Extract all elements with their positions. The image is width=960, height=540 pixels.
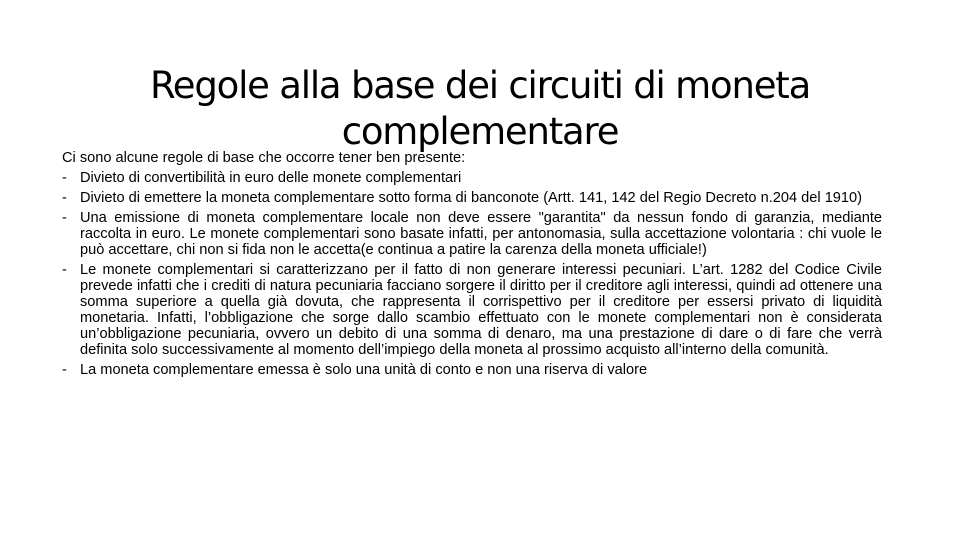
bullet-item-unit-of-account [62, 363, 882, 379]
slide-title-line-2: complementare [341, 109, 619, 153]
bullet-marker: - [62, 170, 67, 186]
bullet-marker: - [62, 210, 67, 227]
bullet-item-interest [62, 263, 882, 358]
intro-text: Ci sono alcune regole di base che occorre tener ben presente: [62, 150, 466, 166]
bullet-text: Divieto di emettere la moneta complementare sotto forma di banconote (Artt. 141, 142 del Regio Decreto n.204 del 1910) [80, 190, 863, 207]
bullet-text: Una emissione di moneta complementare locale non deve essere "garantita" da nessun fondo di garanzia, mediante raccolta in euro. Le monete complementari sono basate infatti, per antonomasia, sulla accettazione volontaria : chi vuole le può accettare, chi non si fida non le accetta(e continua a patire la carenza della moneta ufficiale!) [80, 210, 882, 259]
bullet-marker: - [62, 362, 67, 379]
bullet-item-banknotes [62, 191, 882, 207]
bullet-item-guarantee [62, 211, 882, 259]
slide-title-line-1: Regole alla base dei circuiti di moneta [149, 63, 811, 107]
bullet-item-convertibility [62, 171, 882, 187]
bullet-text: La moneta complementare emessa è solo una unità di conto e non una riserva di valore [80, 362, 648, 379]
bullet-text: Divieto di convertibilità in euro delle monete complementari [80, 170, 462, 186]
bullet-marker: - [62, 190, 67, 207]
bullet-marker: - [62, 262, 67, 279]
bullet-text: Le monete complementari si caratterizzano per il fatto di non generare interessi pecuniari. L’art. 1282 del Codice Civile prevede infatti che i crediti di natura pecuniaria facciano sorgere il diritto per il creditore agli interessi, quindi ad ottenere una somma superiore a quella già dovuta, che rappresenta il corrispettivo per il creditore per essersi privato di liquidità monetaria. Infatti, l’obbligazione che sorge dallo scambio effettuato con le monete complementari non è considerata un’obbligazione pecuniaria, ovvero un debito di una somma di denaro, ma una prestazione di dare o di fare che verrà definita solo successivamente al momento dell’impiego della moneta al prossimo acquisto all’interno della comunità. [80, 262, 882, 358]
bullet-list [62, 171, 882, 383]
slide-title [60, 63, 900, 155]
